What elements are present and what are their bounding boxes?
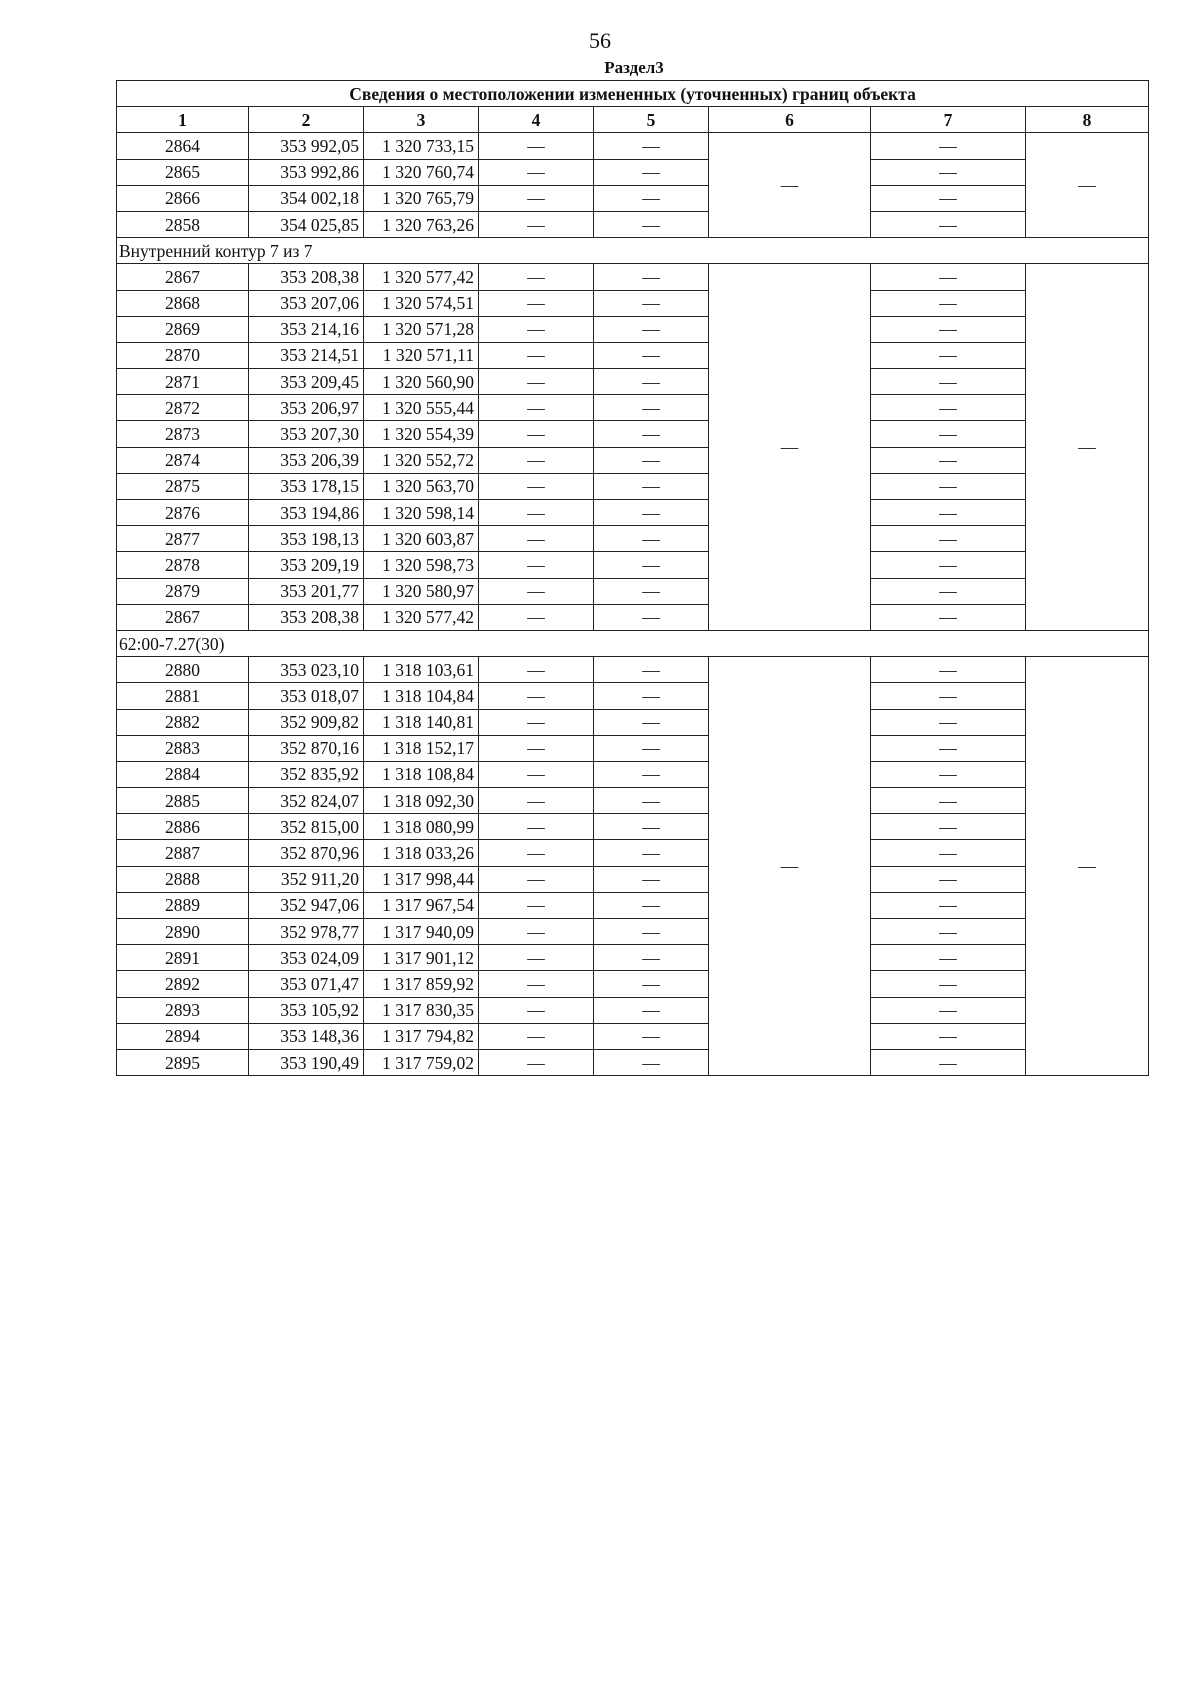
dash-cell: —: [871, 840, 1026, 866]
table-row: [117, 211, 1149, 237]
section-title: Раздел3: [604, 58, 664, 77]
coordinate-x: 352 947,06: [249, 892, 364, 918]
coordinate-y: 1 320 760,74: [364, 159, 479, 185]
coordinate-x: 353 201,77: [249, 578, 364, 604]
coordinate-x: 353 207,30: [249, 421, 364, 447]
coordinate-x: 353 992,05: [249, 133, 364, 159]
coordinate-x: 353 105,92: [249, 997, 364, 1023]
dash-cell: —: [479, 578, 594, 604]
coordinate-x: 352 824,07: [249, 788, 364, 814]
merged-dash-cell: —: [709, 657, 871, 1076]
dash-cell: —: [871, 500, 1026, 526]
dash-cell: —: [594, 683, 709, 709]
table-row: [117, 657, 1149, 683]
coordinate-x: 353 206,97: [249, 395, 364, 421]
dash-cell: —: [594, 1023, 709, 1049]
table-row: [117, 735, 1149, 761]
dash-cell: —: [594, 866, 709, 892]
coordinate-y: 1 320 763,26: [364, 211, 479, 237]
dash-cell: —: [871, 761, 1026, 787]
dash-cell: —: [871, 552, 1026, 578]
dash-cell: —: [479, 369, 594, 395]
point-number: 2865: [117, 159, 249, 185]
coordinate-y: 1 320 598,73: [364, 552, 479, 578]
table-row: [117, 604, 1149, 630]
dash-cell: —: [594, 342, 709, 368]
dash-cell: —: [479, 892, 594, 918]
column-header: 7: [871, 107, 1026, 133]
coordinate-y: 1 317 794,82: [364, 1023, 479, 1049]
table-row: [117, 447, 1149, 473]
column-header: 8: [1026, 107, 1149, 133]
table-row: [117, 945, 1149, 971]
point-number: 2873: [117, 421, 249, 447]
coordinate-y: 1 318 080,99: [364, 814, 479, 840]
coordinate-x: 353 209,19: [249, 552, 364, 578]
coordinate-y: 1 320 603,87: [364, 526, 479, 552]
coordinate-y: 1 318 108,84: [364, 761, 479, 787]
dash-cell: —: [871, 133, 1026, 159]
table-row: [117, 814, 1149, 840]
coordinate-x: 353 206,39: [249, 447, 364, 473]
coordinate-x: 353 214,16: [249, 316, 364, 342]
coordinate-y: 1 320 733,15: [364, 133, 479, 159]
point-number: 2867: [117, 604, 249, 630]
table-title: Сведения о местоположении измененных (уточненных) границ объекта: [117, 81, 1149, 107]
dash-cell: —: [479, 788, 594, 814]
dash-cell: —: [479, 290, 594, 316]
dash-cell: —: [479, 1049, 594, 1075]
dash-cell: —: [871, 814, 1026, 840]
dash-cell: —: [479, 735, 594, 761]
coordinate-y: 1 320 574,51: [364, 290, 479, 316]
table-row: [117, 709, 1149, 735]
table-row: [117, 1023, 1149, 1049]
coordinate-y: 1 320 577,42: [364, 604, 479, 630]
table-row: [117, 526, 1149, 552]
point-number: 2889: [117, 892, 249, 918]
contour-label-row: [117, 238, 1149, 264]
coordinate-y: 1 317 859,92: [364, 971, 479, 997]
dash-cell: —: [871, 788, 1026, 814]
point-number: 2876: [117, 500, 249, 526]
dash-cell: —: [594, 709, 709, 735]
dash-cell: —: [594, 316, 709, 342]
dash-cell: —: [871, 369, 1026, 395]
dash-cell: —: [594, 133, 709, 159]
point-number: 2868: [117, 290, 249, 316]
coordinate-y: 1 318 103,61: [364, 657, 479, 683]
coordinate-y: 1 317 940,09: [364, 919, 479, 945]
coordinate-y: 1 320 765,79: [364, 185, 479, 211]
column-header: 6: [709, 107, 871, 133]
point-number: 2878: [117, 552, 249, 578]
table-row: [117, 1049, 1149, 1075]
table-row: [117, 997, 1149, 1023]
dash-cell: —: [479, 604, 594, 630]
coordinate-x: 353 023,10: [249, 657, 364, 683]
coordinate-x: 353 190,49: [249, 1049, 364, 1075]
dash-cell: —: [594, 578, 709, 604]
point-number: 2888: [117, 866, 249, 892]
table-row: [117, 159, 1149, 185]
dash-cell: —: [479, 1023, 594, 1049]
table-row: [117, 342, 1149, 368]
dash-cell: —: [871, 997, 1026, 1023]
coordinate-x: 353 198,13: [249, 526, 364, 552]
column-header: 2: [249, 107, 364, 133]
column-header: 5: [594, 107, 709, 133]
dash-cell: —: [479, 945, 594, 971]
coordinate-x: 352 978,77: [249, 919, 364, 945]
table-row: [117, 578, 1149, 604]
coordinate-x: 353 992,86: [249, 159, 364, 185]
coordinate-x: 352 870,96: [249, 840, 364, 866]
table-row: [117, 788, 1149, 814]
point-number: 2883: [117, 735, 249, 761]
dash-cell: —: [871, 578, 1026, 604]
dash-cell: —: [594, 604, 709, 630]
table-row: [117, 473, 1149, 499]
dash-cell: —: [479, 761, 594, 787]
table-row: [117, 369, 1149, 395]
coordinate-x: 354 025,85: [249, 211, 364, 237]
dash-cell: —: [871, 735, 1026, 761]
point-number: 2882: [117, 709, 249, 735]
dash-cell: —: [871, 421, 1026, 447]
dash-cell: —: [871, 159, 1026, 185]
dash-cell: —: [479, 814, 594, 840]
dash-cell: —: [479, 683, 594, 709]
table-row: [117, 683, 1149, 709]
point-number: 2884: [117, 761, 249, 787]
coordinate-x: 353 178,15: [249, 473, 364, 499]
merged-dash-cell: —: [1026, 133, 1149, 238]
point-number: 2895: [117, 1049, 249, 1075]
table-row: [117, 866, 1149, 892]
dash-cell: —: [594, 788, 709, 814]
dash-cell: —: [871, 290, 1026, 316]
coordinate-x: 353 018,07: [249, 683, 364, 709]
table-row: [117, 290, 1149, 316]
dash-cell: —: [479, 133, 594, 159]
contour-label-row: [117, 630, 1149, 656]
dash-cell: —: [871, 342, 1026, 368]
coordinate-x: 353 207,06: [249, 290, 364, 316]
dash-cell: —: [594, 290, 709, 316]
coordinate-x: 354 002,18: [249, 185, 364, 211]
coordinate-x: 352 815,00: [249, 814, 364, 840]
point-number: 2879: [117, 578, 249, 604]
dash-cell: —: [871, 866, 1026, 892]
dash-cell: —: [479, 997, 594, 1023]
dash-cell: —: [594, 657, 709, 683]
dash-cell: —: [479, 971, 594, 997]
dash-cell: —: [594, 840, 709, 866]
point-number: 2892: [117, 971, 249, 997]
dash-cell: —: [594, 473, 709, 499]
dash-cell: —: [479, 919, 594, 945]
dash-cell: —: [871, 185, 1026, 211]
point-number: 2891: [117, 945, 249, 971]
coordinate-y: 1 318 104,84: [364, 683, 479, 709]
dash-cell: —: [871, 604, 1026, 630]
table-row: [117, 395, 1149, 421]
dash-cell: —: [594, 526, 709, 552]
dash-cell: —: [594, 552, 709, 578]
table-row: [117, 761, 1149, 787]
dash-cell: —: [871, 657, 1026, 683]
dash-cell: —: [479, 342, 594, 368]
dash-cell: —: [594, 997, 709, 1023]
merged-dash-cell: —: [709, 133, 871, 238]
dash-cell: —: [871, 473, 1026, 499]
point-number: 2867: [117, 264, 249, 290]
coordinate-y: 1 318 140,81: [364, 709, 479, 735]
page-number: 56: [589, 28, 611, 53]
dash-cell: —: [594, 159, 709, 185]
dash-cell: —: [594, 919, 709, 945]
point-number: 2864: [117, 133, 249, 159]
table-row: [117, 500, 1149, 526]
column-header: 4: [479, 107, 594, 133]
table-row: [117, 133, 1149, 159]
coordinate-x: 352 835,92: [249, 761, 364, 787]
dash-cell: —: [479, 473, 594, 499]
dash-cell: —: [479, 159, 594, 185]
point-number: 2893: [117, 997, 249, 1023]
dash-cell: —: [479, 395, 594, 421]
dash-cell: —: [594, 814, 709, 840]
coordinate-y: 1 317 901,12: [364, 945, 479, 971]
coordinate-x: 353 148,36: [249, 1023, 364, 1049]
coordinate-x: 353 208,38: [249, 604, 364, 630]
coordinate-x: 353 071,47: [249, 971, 364, 997]
dash-cell: —: [594, 395, 709, 421]
dash-cell: —: [871, 211, 1026, 237]
dash-cell: —: [871, 526, 1026, 552]
column-header: 1: [117, 107, 249, 133]
point-number: 2858: [117, 211, 249, 237]
contour-label: 62:00-7.27(30): [117, 630, 1149, 656]
dash-cell: —: [594, 185, 709, 211]
coordinate-y: 1 317 830,35: [364, 997, 479, 1023]
dash-cell: —: [594, 264, 709, 290]
coordinate-x: 352 870,16: [249, 735, 364, 761]
dash-cell: —: [479, 211, 594, 237]
dash-cell: —: [871, 919, 1026, 945]
coordinate-x: 353 209,45: [249, 369, 364, 395]
coordinate-x: 353 208,38: [249, 264, 364, 290]
dash-cell: —: [871, 709, 1026, 735]
dash-cell: —: [479, 709, 594, 735]
dash-cell: —: [594, 761, 709, 787]
coordinate-x: 352 909,82: [249, 709, 364, 735]
point-number: 2871: [117, 369, 249, 395]
coordinate-y: 1 318 033,26: [364, 840, 479, 866]
merged-dash-cell: —: [1026, 264, 1149, 631]
dash-cell: —: [479, 316, 594, 342]
table-row: [117, 316, 1149, 342]
point-number: 2875: [117, 473, 249, 499]
point-number: 2869: [117, 316, 249, 342]
dash-cell: —: [871, 264, 1026, 290]
coordinate-y: 1 320 577,42: [364, 264, 479, 290]
dash-cell: —: [479, 185, 594, 211]
coordinates-table: [116, 80, 1149, 1076]
coordinate-y: 1 320 560,90: [364, 369, 479, 395]
dash-cell: —: [594, 421, 709, 447]
point-number: 2894: [117, 1023, 249, 1049]
dash-cell: —: [479, 264, 594, 290]
dash-cell: —: [594, 447, 709, 473]
dash-cell: —: [871, 892, 1026, 918]
coordinate-y: 1 317 998,44: [364, 866, 479, 892]
column-header-row: [117, 107, 1149, 133]
dash-cell: —: [594, 971, 709, 997]
coordinate-y: 1 320 555,44: [364, 395, 479, 421]
dash-cell: —: [594, 500, 709, 526]
point-number: 2872: [117, 395, 249, 421]
table-row: [117, 421, 1149, 447]
table-row: [117, 264, 1149, 290]
point-number: 2877: [117, 526, 249, 552]
table-row: [117, 919, 1149, 945]
coordinate-y: 1 317 759,02: [364, 1049, 479, 1075]
coordinate-x: 353 024,09: [249, 945, 364, 971]
dash-cell: —: [871, 447, 1026, 473]
table-row: [117, 840, 1149, 866]
coordinate-y: 1 320 552,72: [364, 447, 479, 473]
coordinate-y: 1 318 092,30: [364, 788, 479, 814]
column-header: 3: [364, 107, 479, 133]
point-number: 2870: [117, 342, 249, 368]
dash-cell: —: [594, 211, 709, 237]
dash-cell: —: [871, 683, 1026, 709]
table-row: [117, 971, 1149, 997]
coordinate-y: 1 320 571,28: [364, 316, 479, 342]
dash-cell: —: [871, 1023, 1026, 1049]
dash-cell: —: [594, 735, 709, 761]
coordinate-y: 1 317 967,54: [364, 892, 479, 918]
dash-cell: —: [479, 500, 594, 526]
dash-cell: —: [871, 1049, 1026, 1075]
table-body: [117, 133, 1149, 1076]
dash-cell: —: [479, 657, 594, 683]
coordinate-x: 353 214,51: [249, 342, 364, 368]
table-row: [117, 552, 1149, 578]
point-number: 2881: [117, 683, 249, 709]
contour-label: Внутренний контур 7 из 7: [117, 238, 1149, 264]
dash-cell: —: [479, 421, 594, 447]
point-number: 2874: [117, 447, 249, 473]
dash-cell: —: [479, 866, 594, 892]
dash-cell: —: [594, 892, 709, 918]
merged-dash-cell: —: [709, 264, 871, 631]
dash-cell: —: [479, 840, 594, 866]
coordinate-x: 352 911,20: [249, 866, 364, 892]
dash-cell: —: [871, 316, 1026, 342]
point-number: 2866: [117, 185, 249, 211]
merged-dash-cell: —: [1026, 657, 1149, 1076]
dash-cell: —: [479, 447, 594, 473]
point-number: 2890: [117, 919, 249, 945]
dash-cell: —: [479, 526, 594, 552]
dash-cell: —: [594, 369, 709, 395]
point-number: 2880: [117, 657, 249, 683]
coordinate-y: 1 320 571,11: [364, 342, 479, 368]
table-row: [117, 892, 1149, 918]
dash-cell: —: [479, 552, 594, 578]
coordinate-x: 353 194,86: [249, 500, 364, 526]
dash-cell: —: [871, 945, 1026, 971]
point-number: 2886: [117, 814, 249, 840]
coordinate-y: 1 320 554,39: [364, 421, 479, 447]
coordinate-y: 1 320 598,14: [364, 500, 479, 526]
dash-cell: —: [594, 945, 709, 971]
dash-cell: —: [871, 395, 1026, 421]
coordinate-y: 1 320 580,97: [364, 578, 479, 604]
point-number: 2885: [117, 788, 249, 814]
table-row: [117, 185, 1149, 211]
coordinate-y: 1 320 563,70: [364, 473, 479, 499]
coordinate-y: 1 318 152,17: [364, 735, 479, 761]
dash-cell: —: [594, 1049, 709, 1075]
dash-cell: —: [871, 971, 1026, 997]
point-number: 2887: [117, 840, 249, 866]
